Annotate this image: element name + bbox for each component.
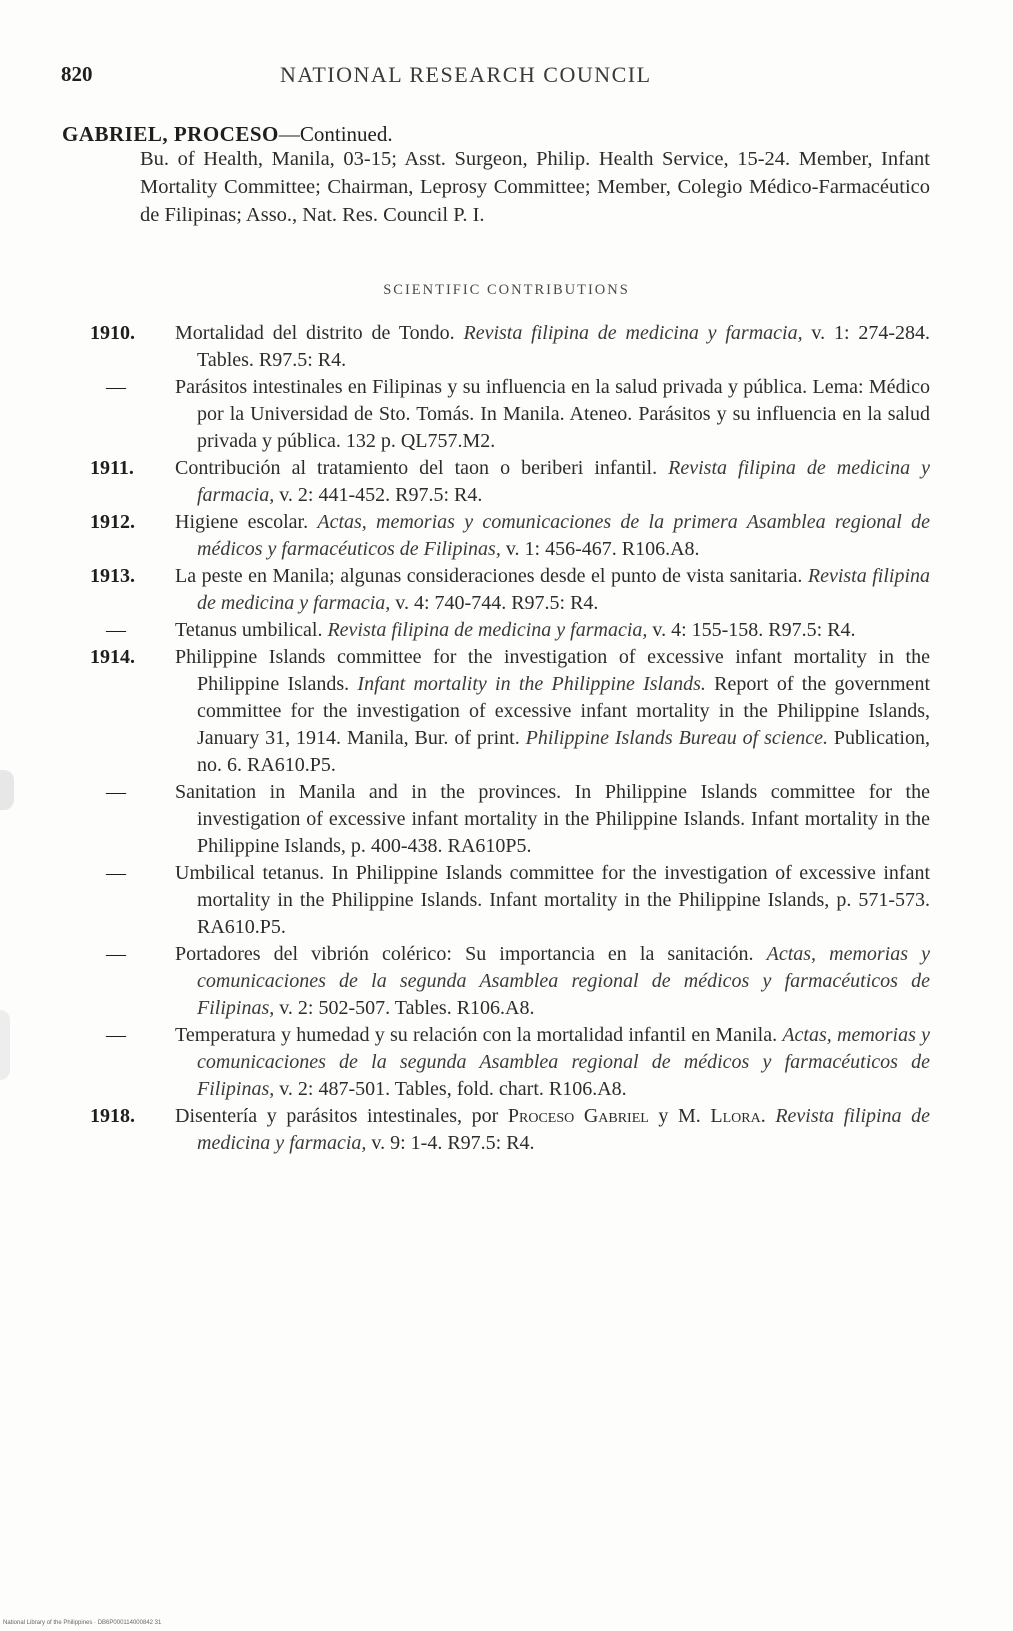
entry-text — [175, 617, 930, 644]
entry-journal: Revista filipina de medicina y farmacia, — [197, 565, 930, 614]
entry-journal: Infant mortality in the Philippine Islands. — [357, 673, 706, 695]
entry-citation: Report of the government committee for the investigation of excessive infant mortality in the Philippine Islands, January 31, 1914. Manila, Bur. of print. — [197, 673, 930, 749]
entry-text — [175, 1022, 930, 1103]
contribution-entry — [90, 1103, 930, 1157]
entry-citation: v. 1: 274-284. Tables. R97.5: R4. — [197, 322, 931, 371]
contributions-list — [90, 320, 930, 1157]
entry-title: Contribución al tratamiento del taon o beriberi infantil. — [175, 457, 669, 479]
footer-text: National Library of the Philippines · DB6P000114000842 31 — [3, 1620, 162, 1626]
entry-title: Higiene escolar. — [175, 511, 318, 533]
entry-title: Philippine Islands committee for the investigation of excessive infant mortality in the Philippine Islands. — [175, 646, 930, 695]
scan-smudge — [0, 770, 14, 810]
entry-text — [175, 509, 930, 563]
person-name-line — [62, 122, 393, 147]
entry-text — [175, 1103, 930, 1157]
entry-series: Philippine Islands Bureau of science. — [525, 727, 828, 749]
entry-title: La peste en Manila; algunas consideraciones desde el punto de vista sanitaria. — [175, 565, 808, 587]
entry-title: Mortalidad del distrito de Tondo. — [175, 322, 464, 344]
entry-journal: Actas, memorias y comunicaciones de la segunda Asamblea regional de médicos y farmacéuticos de Filipinas, — [197, 943, 930, 1019]
entry-author: Proceso Gabriel — [507, 1105, 649, 1127]
entry-year: 1918. — [90, 1105, 135, 1127]
contribution-entry — [90, 644, 930, 779]
entry-citation: v. 2: 487-501. Tables, fold. chart. R106.A8. — [274, 1078, 627, 1100]
entry-year: 1913. — [90, 565, 135, 587]
person-name: GABRIEL, PROCESO — [62, 122, 279, 146]
page-number: 820 — [61, 62, 93, 86]
entry-text — [175, 455, 930, 509]
entry-title: Tetanus umbilical. — [175, 619, 328, 641]
entry-year: — — [106, 619, 126, 641]
contribution-entry — [90, 941, 930, 1022]
entry-title: Parásitos intestinales en Filipinas y su influencia en la salud privada y pública. Lema: Médico por la Universidad de Sto. Tomás. In Manila. Ateneo. Parásitos y su influencia en la salud privada y pública. 132 p. QL757.M2. — [175, 376, 930, 452]
entry-text — [175, 563, 930, 617]
entry-year: 1910. — [90, 322, 135, 344]
entry-text — [175, 941, 930, 1022]
scan-smudge — [0, 1010, 10, 1080]
entry-text-part: . — [760, 1105, 776, 1127]
entry-text — [175, 374, 930, 455]
entry-citation: v. 4: 155-158. R97.5: R4. — [647, 619, 856, 641]
entry-citation: Publication, no. 6. RA610.P5. — [197, 727, 930, 776]
entry-year: — — [106, 943, 126, 965]
entry-title: Disentería y parásitos intestinales, por — [175, 1105, 508, 1127]
contribution-entry — [90, 617, 930, 644]
entry-text-part: y — [648, 1105, 679, 1127]
entry-year: 1914. — [90, 646, 135, 668]
contribution-entry — [90, 509, 930, 563]
contribution-entry — [90, 320, 930, 374]
continued-label: —Continued. — [278, 122, 393, 146]
entry-journal: Actas, memorias y comunicaciones de la segunda Asamblea regional de médicos y farmacéuticos de Filipinas, — [197, 1024, 930, 1100]
entry-year: — — [106, 781, 126, 803]
entry-citation: v. 2: 441-452. R97.5: R4. — [274, 484, 483, 506]
contribution-entry — [90, 455, 930, 509]
contribution-entry — [90, 563, 930, 617]
section-heading: SCIENTIFIC CONTRIBUTIONS — [383, 282, 630, 298]
contribution-entry — [90, 1022, 930, 1103]
running-title: NATIONAL RESEARCH COUNCIL — [280, 62, 652, 87]
entry-title: Portadores del vibrión colérico: Su importancia en la sanitación. — [175, 943, 767, 965]
entry-journal: Revista filipina de medicina y farmacia, — [327, 619, 648, 641]
contribution-entry — [90, 779, 930, 860]
entry-year: 1912. — [90, 511, 135, 533]
entry-year: 1911. — [90, 457, 134, 479]
contribution-entry — [90, 374, 930, 455]
entry-text — [175, 860, 930, 941]
entry-citation: v. 2: 502-507. Tables. R106.A8. — [274, 997, 535, 1019]
entry-title: Umbilical tetanus. In Philippine Islands committee for the investigation of excessive infant mortality in the Philippine Islands. Infant mortality in the Philippine Islands, p. 571-573. RA610.P5. — [175, 862, 930, 938]
entry-text — [175, 320, 930, 374]
entry-journal: Revista filipina de medicina y farmacia, — [197, 1105, 931, 1154]
entry-citation: v. 4: 740-744. R97.5: R4. — [390, 592, 599, 614]
entry-journal: Actas, memorias y comunicaciones de la primera Asamblea regional de médicos y farmacéuticos de Filipinas, — [197, 511, 930, 560]
entry-text — [175, 779, 930, 860]
entry-title: Sanitation in Manila and in the provinces. In Philippine Islands committee for the investigation of excessive infant mortality in the Philippine Islands. Infant mortality in the Philippine Islands, p. 400-438. RA610P5. — [175, 781, 930, 857]
contribution-entry — [90, 860, 930, 941]
entry-year: — — [106, 862, 126, 884]
entry-year: — — [106, 376, 126, 398]
entry-journal: Revista filipina de medicina y farmacia, — [463, 322, 803, 344]
entry-citation: v. 9: 1-4. R97.5: R4. — [366, 1132, 535, 1154]
entry-year: — — [106, 1024, 126, 1046]
entry-title: Temperatura y humedad y su relación con la mortalidad infantil en Manila. — [175, 1024, 783, 1046]
entry-journal: Revista filipina de medicina y farmacia, — [197, 457, 931, 506]
entry-text — [175, 644, 930, 779]
entry-citation: v. 1: 456-467. R106.A8. — [500, 538, 700, 560]
entry-author: M. Llora — [678, 1105, 761, 1127]
person-bio: Bu. of Health, Manila, 03-15; Asst. Surgeon, Philip. Health Service, 15-24. Member, Infant Mortality Committee; Chairman, Leprosy Committee; Member, Colegio Médico-Farmacéutico de Filipinas; Asso., Nat. Res. Council P. I. — [140, 148, 930, 226]
